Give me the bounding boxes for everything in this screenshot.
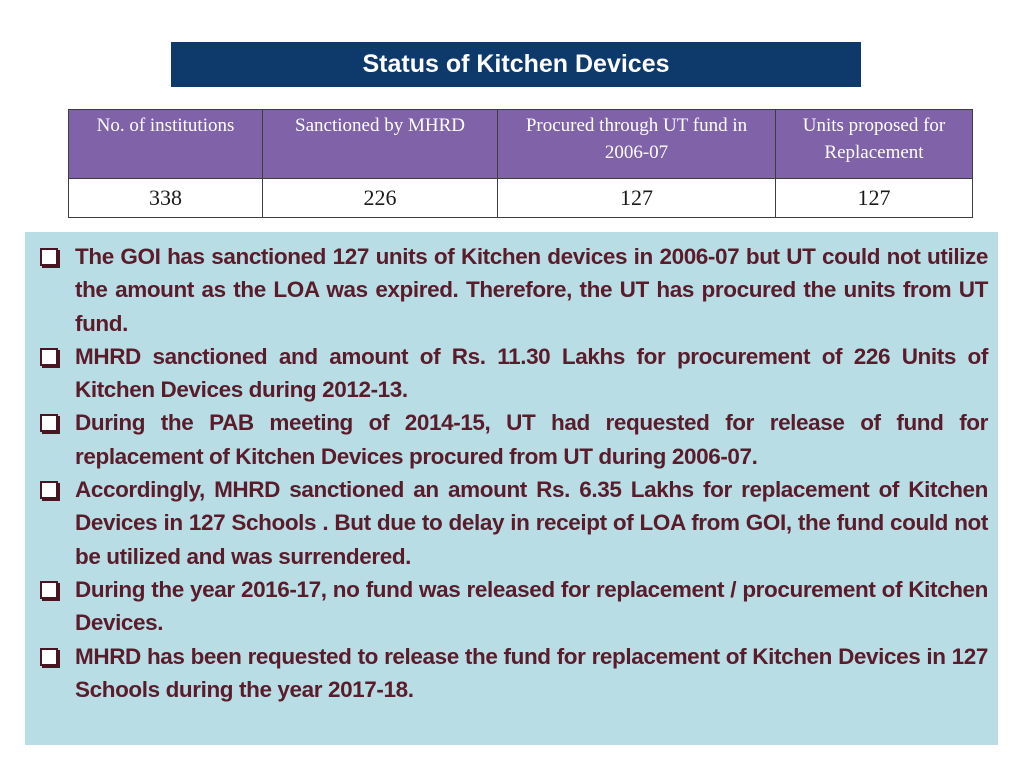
bullet-item [40,473,988,573]
checkbox-square-icon [40,348,58,366]
slide-title: Status of Kitchen Devices [362,50,670,78]
checkbox-square-icon [40,248,58,266]
bullet-text: During the year 2016-17, no fund was released for replacement / procurement of Kitchen Devices. [75,576,988,636]
header-no-of-institutions: No. of institutions [69,110,263,179]
table-row [69,179,973,218]
bullet-text: Accordingly, MHRD sanctioned an amount Rs. 6.35 Lakhs for replacement of Kitchen Devices in 127 Schools . But due to delay in receipt of LOA from GOI, the fund could not be utilized and was surrendered. [75,477,988,569]
bullet-text: During the PAB meeting of 2014-15, UT had requested for release of fund for replacement of Kitchen Devices procured from UT during 2006-07. [75,410,988,469]
bullet-item [40,340,988,407]
bullet-item [40,573,988,640]
bullet-item [40,640,988,707]
cell-no-of-institutions: 338 [69,179,263,218]
header-sanctioned-by-mhrd: Sanctioned by MHRD [263,110,498,179]
bullet-item [40,240,988,340]
cell-procured-through-ut-fund: 127 [498,179,776,218]
bullet-text: The GOI has sanctioned 127 units of Kitchen devices in 2006-07 but UT could not utilize the amount as the LOA was expired. Therefore, the UT has procured the units from UT fund. [75,244,988,336]
checkbox-square-icon [40,648,58,666]
table-header-row [69,110,973,179]
header-procured-through-ut-fund: Procured through UT fund in 2006-07 [498,110,776,179]
cell-sanctioned-by-mhrd: 226 [263,179,498,218]
cell-units-proposed: 127 [776,179,973,218]
bullet-item [40,406,988,473]
header-units-proposed: Units proposed for Replacement [776,110,973,179]
slide-title-banner [171,42,861,87]
checkbox-square-icon [40,414,58,432]
checkbox-square-icon [40,581,58,599]
bullet-text: MHRD sanctioned and amount of Rs. 11.30 Lakhs for procurement of 226 Units of Kitchen Devices during 2012-13. [75,343,988,403]
status-table [68,109,973,218]
bullet-text: MHRD has been requested to release the fund for replacement of Kitchen Devices in 127 Schools during the year 2017-18. [75,643,988,702]
checkbox-square-icon [40,481,58,499]
bullet-list [40,240,988,706]
